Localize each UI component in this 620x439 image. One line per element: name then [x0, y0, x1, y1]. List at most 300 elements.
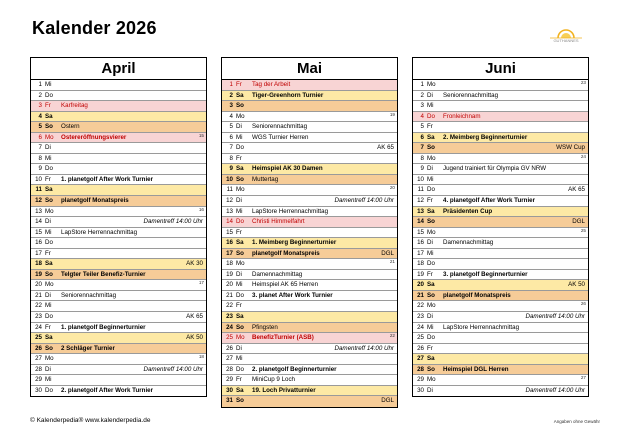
- day-row: [222, 365, 397, 376]
- event-label: Karfreitag: [61, 102, 88, 110]
- day-row: [413, 175, 588, 186]
- weekday: Mo: [236, 112, 245, 120]
- event-label: Tiger-Greenhorn Turnier: [252, 91, 324, 99]
- event-right-label: Damentreff 14:00 Uhr: [334, 197, 394, 205]
- event-label: Telgter Teiler Benefiz-Turnier: [61, 270, 146, 278]
- day-row: [413, 133, 588, 144]
- event-label: Fronleichnam: [443, 112, 481, 120]
- day-row: [31, 344, 206, 355]
- event-label: 2. planetgolf After Work Turnier: [61, 386, 154, 394]
- day-row: [31, 375, 206, 386]
- day-row: [413, 312, 588, 323]
- day-row: [31, 164, 206, 175]
- week-number: 21: [389, 259, 395, 265]
- weekday: Mo: [427, 302, 436, 310]
- day-number: 20: [35, 281, 42, 289]
- week-number: 15: [198, 132, 204, 138]
- day-number: 19: [226, 270, 233, 278]
- day-row: [413, 112, 588, 123]
- week-number: 18: [198, 354, 204, 360]
- weekday: Mo: [45, 281, 54, 289]
- event-label: Damennachmittag: [443, 239, 494, 247]
- weekday: Di: [427, 165, 433, 173]
- day-number: 14: [35, 218, 42, 226]
- event-right-label: WSW Cup: [556, 144, 585, 152]
- weekday: Mi: [45, 81, 52, 88]
- weekday: Di: [236, 270, 242, 278]
- weekday: So: [236, 323, 244, 331]
- day-row: [31, 207, 206, 218]
- week-number: 24: [580, 153, 586, 159]
- day-row: [222, 344, 397, 355]
- day-number: 29: [35, 376, 42, 384]
- week-number: 25: [580, 227, 586, 233]
- day-number: 21: [417, 291, 424, 299]
- weekday: Do: [45, 91, 53, 99]
- day-number: 16: [35, 239, 42, 247]
- weekday: So: [427, 218, 435, 226]
- event-right-label: AK 50: [568, 281, 585, 289]
- day-number: 18: [417, 260, 424, 268]
- day-number: 15: [417, 228, 424, 236]
- event-right-label: DGL: [572, 218, 585, 226]
- day-row: [413, 122, 588, 133]
- weekday: Mo: [45, 355, 54, 363]
- event-label: LapStore Herrennachmittag: [443, 323, 520, 331]
- day-row: [222, 259, 397, 270]
- day-row: [31, 333, 206, 344]
- weekday: Mi: [236, 355, 243, 363]
- day-row: [222, 249, 397, 260]
- day-number: 9: [38, 165, 42, 173]
- day-number: 3: [229, 102, 233, 110]
- day-row: [31, 196, 206, 207]
- day-row: [31, 249, 206, 260]
- day-number: 14: [226, 218, 233, 226]
- event-right-label: AK 50: [186, 334, 203, 342]
- day-row: [413, 196, 588, 207]
- day-row: [413, 323, 588, 334]
- event-label: Christi Himmelfahrt: [252, 218, 305, 226]
- weekday: Fr: [45, 102, 51, 110]
- day-number: 7: [229, 144, 233, 152]
- event-right-label: DGL: [381, 249, 394, 257]
- day-row: [31, 270, 206, 281]
- day-number: 28: [35, 365, 42, 373]
- event-label: Präsidenten Cup: [443, 207, 493, 215]
- event-right-label: AK 65: [377, 144, 394, 152]
- day-number: 11: [226, 186, 233, 194]
- day-number: 25: [226, 334, 233, 342]
- weekday: Mi: [236, 133, 243, 141]
- day-number: 15: [35, 228, 42, 236]
- day-number: 25: [35, 334, 42, 342]
- weekday: Sa: [236, 91, 244, 99]
- weekday: Do: [236, 144, 244, 152]
- day-number: 13: [226, 207, 233, 215]
- day-number: 11: [417, 186, 424, 194]
- day-number: 1: [38, 81, 42, 88]
- day-number: 17: [417, 249, 424, 257]
- day-row: [31, 175, 206, 186]
- weekday: Sa: [427, 355, 435, 363]
- weekday: Do: [236, 291, 244, 299]
- weekday: Fr: [236, 302, 242, 310]
- weekday: Fr: [45, 323, 51, 331]
- day-number: 18: [35, 260, 42, 268]
- weekday: Do: [45, 386, 53, 394]
- day-row: [222, 122, 397, 133]
- day-row: [413, 249, 588, 260]
- day-row: [31, 259, 206, 270]
- day-row: [413, 207, 588, 218]
- day-row: [31, 91, 206, 102]
- weekday: Mi: [45, 154, 52, 162]
- day-number: 24: [417, 323, 424, 331]
- weekday: Mo: [236, 186, 245, 194]
- copyright-footer: © Kalenderpedia® www.kalenderpedia.de: [30, 417, 151, 424]
- weekday: Di: [45, 218, 51, 226]
- day-row: [413, 365, 588, 376]
- weekday: Fr: [236, 228, 242, 236]
- month-column-april: [30, 57, 207, 397]
- day-row: [413, 354, 588, 365]
- weekday: Sa: [236, 239, 244, 247]
- day-number: 30: [417, 386, 424, 394]
- weekday: So: [236, 102, 244, 110]
- weekday: Mi: [427, 323, 434, 331]
- day-row: [222, 238, 397, 249]
- day-row: [31, 291, 206, 302]
- weekday: Sa: [427, 133, 435, 141]
- day-row: [222, 185, 397, 196]
- weekday: Do: [427, 112, 435, 120]
- weekday: Mi: [45, 302, 52, 310]
- day-number: 7: [420, 144, 424, 152]
- week-number: 20: [389, 185, 395, 191]
- day-number: 6: [38, 133, 42, 141]
- day-number: 17: [226, 249, 233, 257]
- weekday: Fr: [236, 81, 242, 88]
- weekday: Di: [236, 123, 242, 131]
- weekday: Di: [427, 91, 433, 99]
- day-number: 22: [417, 302, 424, 310]
- day-number: 21: [226, 291, 233, 299]
- day-row: [413, 228, 588, 239]
- day-row: [413, 80, 588, 91]
- day-row: [222, 217, 397, 228]
- weekday: Mi: [427, 249, 434, 257]
- day-number: 10: [226, 175, 233, 183]
- event-right-label: AK 65: [568, 186, 585, 194]
- day-row: [413, 386, 588, 397]
- event-label: planetgolf Monatspreis: [61, 197, 129, 205]
- day-number: 27: [417, 355, 424, 363]
- day-row: [222, 301, 397, 312]
- event-label: 19. Loch Privatturnier: [252, 386, 316, 394]
- event-right-label: Damentreff 14:00 Uhr: [334, 344, 394, 352]
- weekday: Do: [427, 186, 435, 194]
- event-label: 2 Schläger Turnier: [61, 344, 115, 352]
- day-number: 9: [229, 165, 233, 173]
- event-label: Seniorennachmittag: [61, 291, 117, 299]
- day-number: 29: [226, 376, 233, 384]
- weekday: Mo: [236, 260, 245, 268]
- day-number: 4: [229, 112, 233, 120]
- weekday: Do: [236, 218, 244, 226]
- day-row: [222, 291, 397, 302]
- day-number: 31: [226, 397, 233, 405]
- day-number: 4: [38, 112, 42, 120]
- day-row: [31, 80, 206, 91]
- weekday: So: [236, 397, 244, 405]
- event-label: Ostereröffnungsvierer: [61, 133, 127, 141]
- weekday: Di: [45, 291, 51, 299]
- day-number: 22: [226, 302, 233, 310]
- day-row: [413, 301, 588, 312]
- weekday: Sa: [236, 386, 244, 394]
- weekday: Fr: [45, 249, 51, 257]
- event-label: Seniorennachmittag: [443, 91, 499, 99]
- day-row: [413, 217, 588, 228]
- day-number: 12: [226, 197, 233, 205]
- day-row: [413, 91, 588, 102]
- day-number: 6: [229, 133, 233, 141]
- day-row: [31, 301, 206, 312]
- day-number: 25: [417, 334, 424, 342]
- day-number: 3: [420, 102, 424, 110]
- day-row: [222, 143, 397, 154]
- day-number: 1: [420, 81, 424, 88]
- event-right-label: Damentreff 14:00 Uhr: [143, 365, 203, 373]
- week-number: 27: [580, 375, 586, 381]
- day-number: 26: [226, 344, 233, 352]
- weekday: Sa: [45, 334, 53, 342]
- month-header: April: [31, 58, 206, 80]
- day-number: 29: [417, 376, 424, 384]
- day-number: 12: [417, 197, 424, 205]
- weekday: Mo: [45, 207, 54, 215]
- weekday: Mi: [236, 281, 243, 289]
- weekday: So: [45, 197, 53, 205]
- day-row: [31, 323, 206, 334]
- logo-text: GUTHANNES: [553, 38, 579, 43]
- day-number: 20: [417, 281, 424, 289]
- weekday: Mi: [236, 207, 243, 215]
- page-title: Kalender 2026: [32, 18, 157, 38]
- weekday: Di: [45, 144, 51, 152]
- day-row: [413, 259, 588, 270]
- weekday: Mo: [427, 376, 436, 384]
- month-header: Juni: [413, 58, 588, 80]
- day-row: [31, 185, 206, 196]
- week-number: 17: [198, 280, 204, 286]
- weekday: So: [236, 175, 244, 183]
- day-row: [413, 291, 588, 302]
- day-number: 8: [229, 154, 233, 162]
- week-number: 16: [198, 206, 204, 212]
- day-row: [31, 365, 206, 376]
- week-number: 23: [580, 80, 586, 85]
- day-number: 14: [417, 218, 424, 226]
- event-right-label: AK 65: [186, 313, 203, 321]
- event-label: 2. planetgolf Beginnerturnier: [252, 365, 337, 373]
- day-row: [413, 344, 588, 355]
- weekday: Do: [236, 365, 244, 373]
- day-row: [222, 333, 397, 344]
- event-right-label: AK 30: [186, 260, 203, 268]
- weekday: Fr: [427, 344, 433, 352]
- event-label: 1. planetgolf After Work Turnier: [61, 175, 154, 183]
- day-row: [222, 396, 397, 407]
- event-label: Muttertag: [252, 175, 279, 183]
- day-number: 3: [38, 102, 42, 110]
- day-row: [222, 112, 397, 123]
- weekday: So: [45, 270, 53, 278]
- day-number: 22: [35, 302, 42, 310]
- day-number: 20: [226, 281, 233, 289]
- day-number: 26: [35, 344, 42, 352]
- event-label: planetgolf Monatspreis: [252, 249, 320, 257]
- day-number: 19: [417, 270, 424, 278]
- event-right-label: DGL: [381, 397, 394, 405]
- day-row: [222, 175, 397, 186]
- day-row: [31, 354, 206, 365]
- day-number: 16: [226, 239, 233, 247]
- day-row: [222, 312, 397, 323]
- weekday: Mo: [45, 133, 54, 141]
- day-row: [222, 386, 397, 397]
- day-row: [413, 280, 588, 291]
- day-row: [31, 238, 206, 249]
- day-row: [413, 154, 588, 165]
- day-number: 28: [226, 365, 233, 373]
- day-number: 27: [35, 355, 42, 363]
- day-number: 23: [226, 313, 233, 321]
- weekday: Mo: [427, 81, 436, 88]
- day-row: [222, 91, 397, 102]
- weekday: Mo: [236, 334, 245, 342]
- weekday: So: [236, 249, 244, 257]
- weekday: So: [45, 344, 53, 352]
- month-column-juni: [412, 57, 589, 397]
- day-number: 30: [35, 386, 42, 394]
- week-number: 22: [389, 333, 395, 339]
- day-number: 10: [35, 175, 42, 183]
- event-label: 3. planet After Work Turnier: [252, 291, 333, 299]
- day-row: [413, 375, 588, 386]
- month-column-mai: [221, 57, 398, 408]
- day-row: [222, 80, 397, 91]
- day-number: 13: [417, 207, 424, 215]
- weekday: Sa: [427, 207, 435, 215]
- weekday: Sa: [236, 165, 244, 173]
- weekday: Di: [427, 386, 433, 394]
- weekday: Fr: [236, 154, 242, 162]
- day-row: [222, 154, 397, 165]
- day-row: [222, 323, 397, 334]
- weekday: Mo: [427, 154, 436, 162]
- day-row: [31, 101, 206, 112]
- day-number: 4: [420, 112, 424, 120]
- day-row: [413, 238, 588, 249]
- day-number: 27: [226, 355, 233, 363]
- day-number: 12: [35, 197, 42, 205]
- day-row: [31, 112, 206, 123]
- event-label: WGS Turnier Herren: [252, 133, 309, 141]
- day-number: 5: [38, 123, 42, 131]
- weekday: Fr: [236, 376, 242, 384]
- weekday: Di: [45, 365, 51, 373]
- day-row: [222, 270, 397, 281]
- weekday: So: [427, 365, 435, 373]
- day-number: 28: [417, 365, 424, 373]
- event-right-label: Damentreff 14:00 Uhr: [525, 386, 585, 394]
- day-number: 8: [420, 154, 424, 162]
- day-number: 21: [35, 291, 42, 299]
- logo: [540, 24, 592, 48]
- day-row: [31, 228, 206, 239]
- day-number: 17: [35, 249, 42, 257]
- day-number: 18: [226, 260, 233, 268]
- weekday: Sa: [45, 112, 53, 120]
- event-right-label: Damentreff 14:00 Uhr: [525, 313, 585, 321]
- day-number: 24: [35, 323, 42, 331]
- day-row: [31, 122, 206, 133]
- event-label: 1. planetgolf Beginnerturnier: [61, 323, 146, 331]
- weekday: Fr: [45, 175, 51, 183]
- event-label: Tag der Arbeit: [252, 81, 291, 88]
- week-number: 26: [580, 301, 586, 307]
- weekday: Mi: [45, 376, 52, 384]
- weekday: Do: [45, 239, 53, 247]
- weekday: Sa: [236, 313, 244, 321]
- event-label: Heimspiel DGL Herren: [443, 365, 509, 373]
- day-row: [222, 101, 397, 112]
- event-label: Ostern: [61, 123, 80, 131]
- weekday: Fr: [427, 123, 433, 131]
- day-number: 6: [420, 133, 424, 141]
- weekday: Fr: [427, 270, 433, 278]
- weekday: So: [427, 291, 435, 299]
- day-number: 23: [417, 313, 424, 321]
- event-label: Pfingsten: [252, 323, 278, 331]
- weekday: Di: [427, 239, 433, 247]
- event-label: BenefizTurnier (ASB): [252, 334, 314, 342]
- event-label: 3. planetgolf Beginnerturnier: [443, 270, 528, 278]
- event-label: 1. Meimberg Beginnerturnier: [252, 239, 337, 247]
- weekday: Sa: [427, 281, 435, 289]
- day-number: 24: [226, 323, 233, 331]
- day-row: [31, 386, 206, 397]
- day-row: [31, 133, 206, 144]
- day-row: [31, 280, 206, 291]
- weekday: Di: [427, 313, 433, 321]
- day-number: 8: [38, 154, 42, 162]
- event-label: Damennachmittag: [252, 270, 303, 278]
- day-number: 15: [226, 228, 233, 236]
- event-label: 2. Meimberg Beginnerturnier: [443, 133, 528, 141]
- day-row: [222, 196, 397, 207]
- day-row: [413, 101, 588, 112]
- weekday: Do: [45, 165, 53, 173]
- event-right-label: Damentreff 14:00 Uhr: [143, 218, 203, 226]
- day-number: 2: [229, 91, 233, 99]
- day-number: 13: [35, 207, 42, 215]
- day-row: [31, 154, 206, 165]
- weekday: Di: [236, 197, 242, 205]
- weekday: Mi: [427, 102, 434, 110]
